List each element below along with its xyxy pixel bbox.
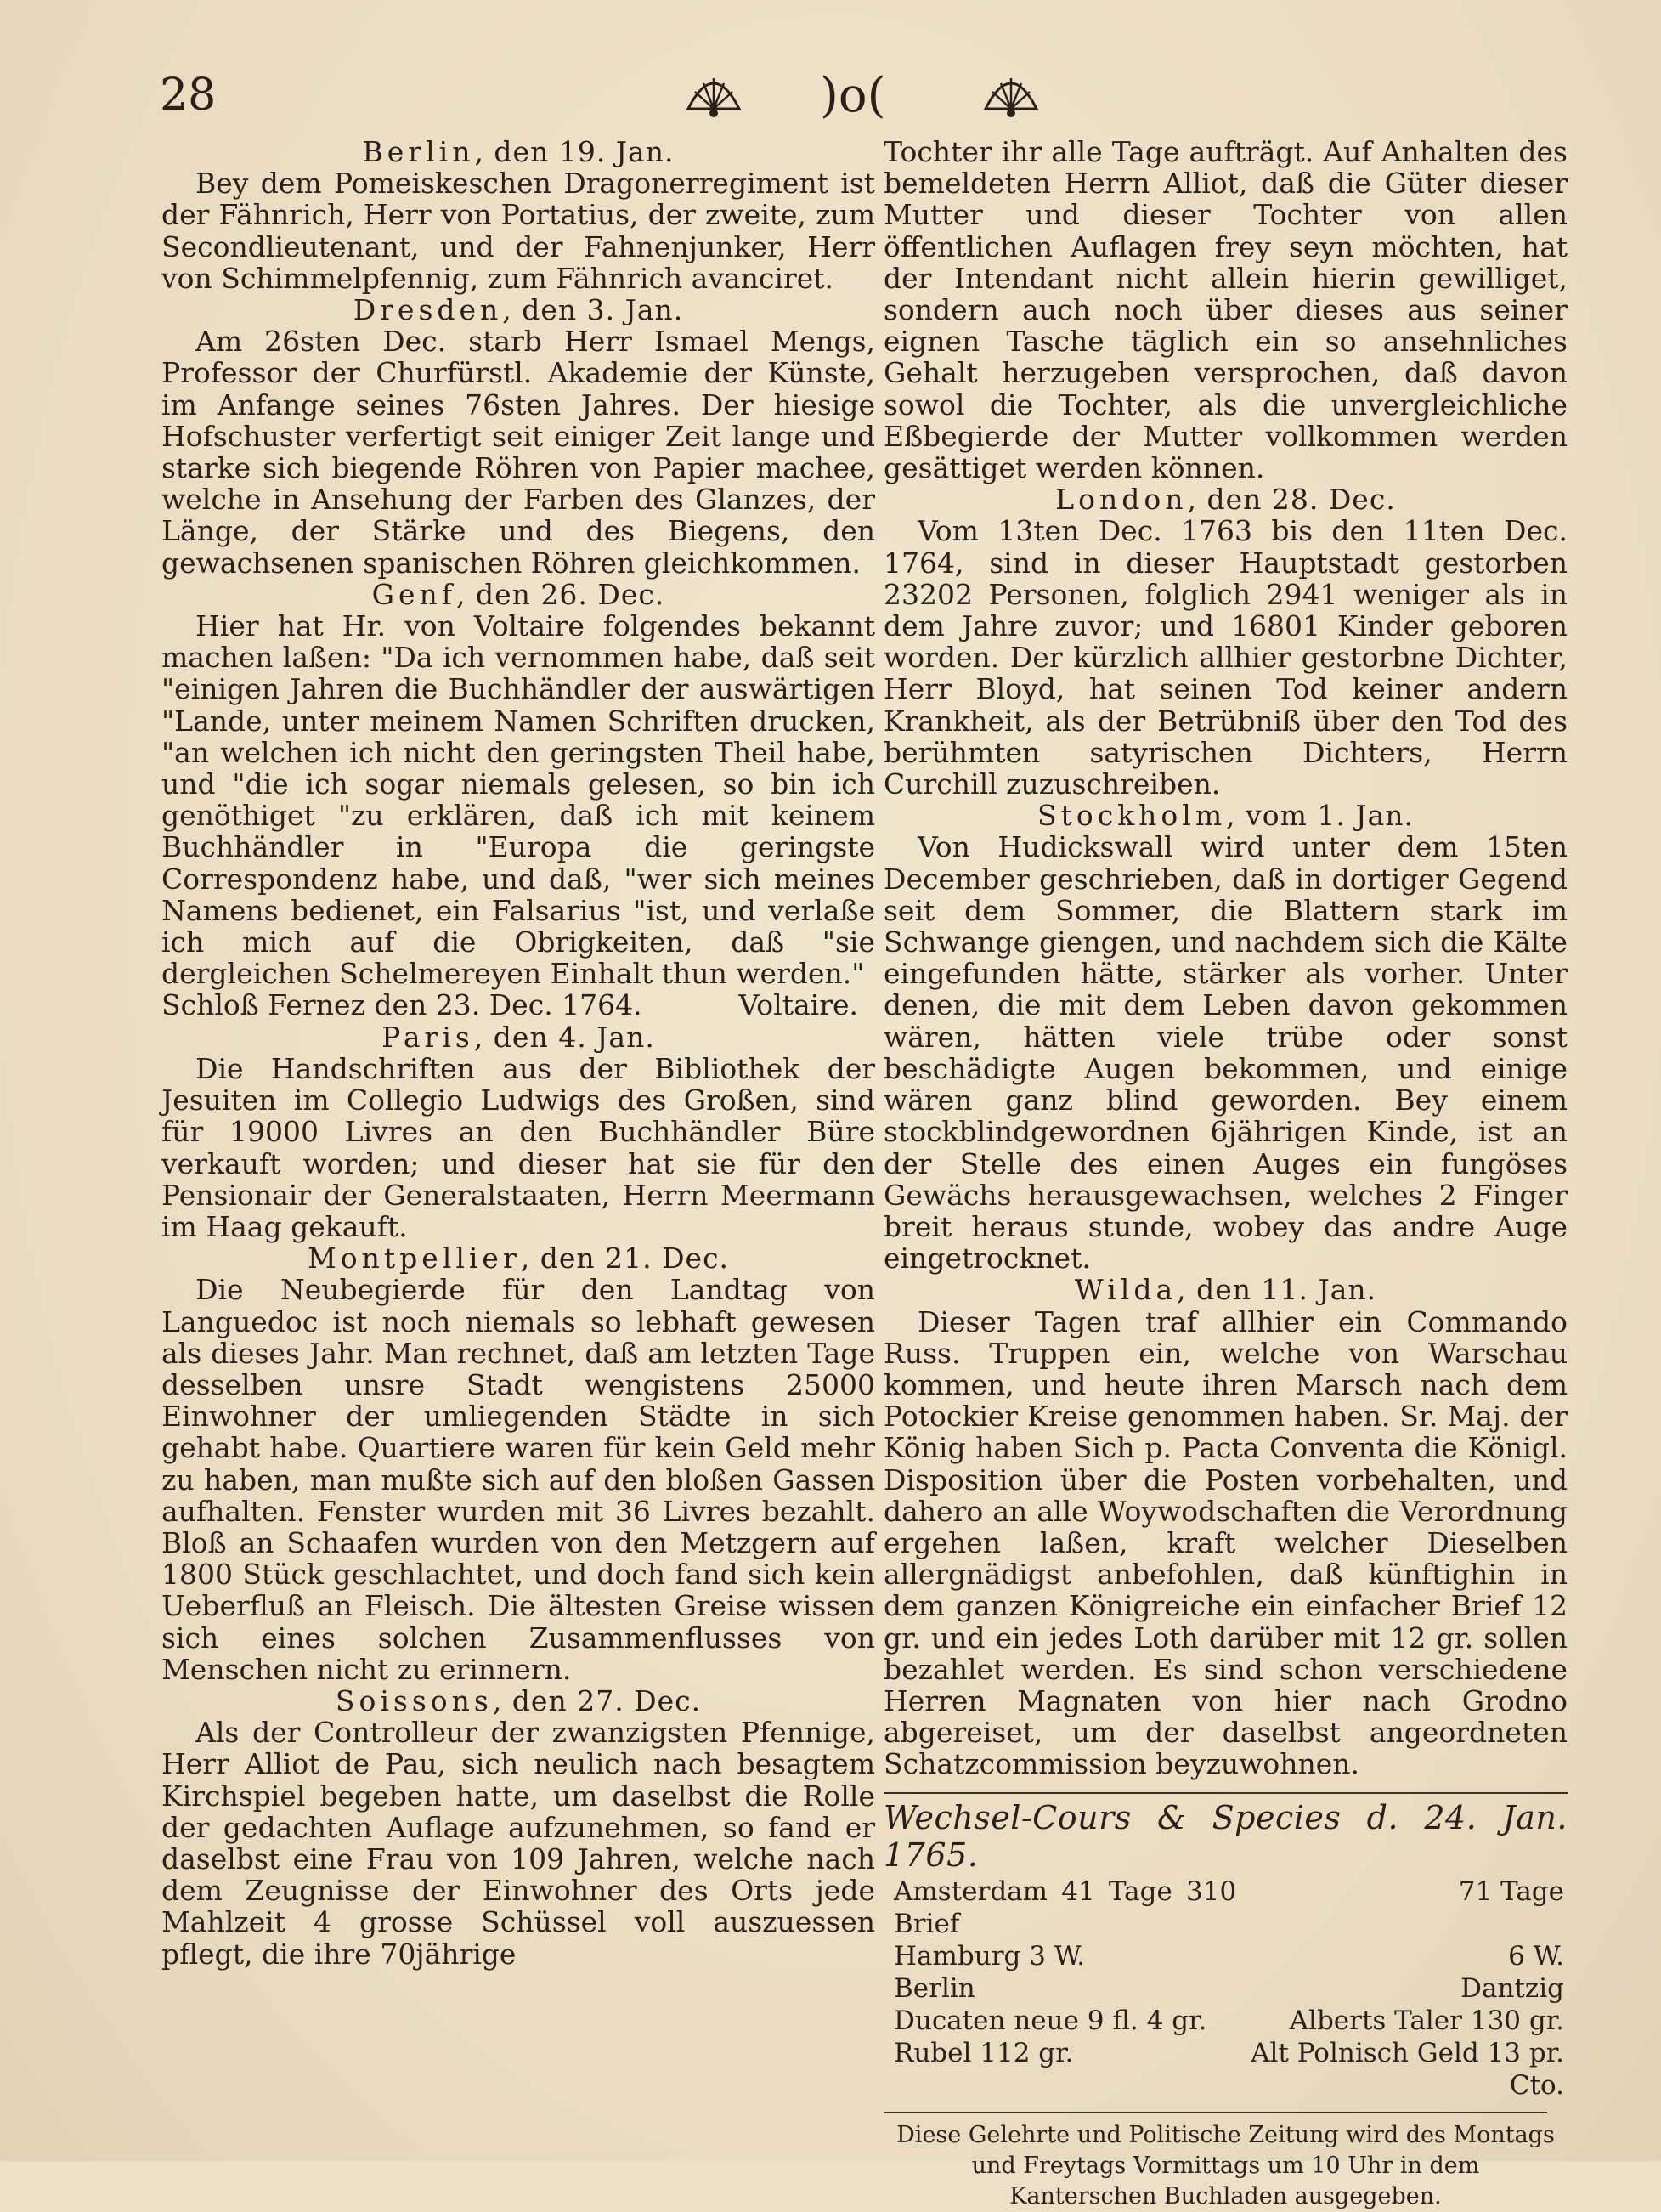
dateline xyxy=(161,579,875,610)
left-column xyxy=(161,136,875,1970)
table-cell: Alt Polnisch Geld 13 pr. Cto. xyxy=(1251,2037,1564,2101)
dateline-date: , den 21. Dec. xyxy=(520,1242,730,1276)
dateline-date: , den 11. Jan. xyxy=(1177,1273,1377,1307)
publication-notice-line: Kanterschen Buchladen ausgegeben. xyxy=(1009,2182,1442,2209)
publication-notice xyxy=(884,2120,1568,2212)
shell-ornament-left-icon xyxy=(680,66,748,126)
table-cell: Amsterdam 41 Tage 310 Brief xyxy=(894,1875,1237,1939)
article-paragraph: Von Hudickswall wird unter dem 15ten December geschrieben, daß in dortiger Gegend seit dem Sommer, die Blattern stark im Schwange giengen, und nachdem sich die Kälte eingefunden hätte, stärker als vorher. Unter denen, die mit dem Leben davon gekommen wären, hätten viele trübe oder sonst beschädigte Augen bekommen, und einige wären ganz blind geworden. Bey einem stockblindgewordnen 6jährigen Kinde, ist an der Stelle des einen Auges ein fungöses Gewächs herausgewachsen, welches 2 Finger breit heraus stunde, wobey das andre Auge eingetrocknet. xyxy=(884,830,1568,1276)
dateline xyxy=(884,484,1568,515)
dateline-place: Genf xyxy=(371,577,457,611)
table-cell: Dantzig xyxy=(1460,1972,1564,2004)
dateline-place: Wilda xyxy=(1074,1273,1178,1307)
table-row xyxy=(884,1972,1568,2005)
article-paragraph: Als der Controlleur der zwanzigsten Pfennige, Herr Alliot de Pau, sich neulich nach besagtem Kirchspiel begeben hatte, um daselbst die Rolle der gedachten Auflage aufzunehmen, so fand er daselbst eine Frau von 109 Jahren, welche nach dem Zeugnisse der Einwohner des Orts jede Mahlzeit 4 grosse Schüssel voll auszuessen pflegt, die ihre 70jährige xyxy=(161,1716,875,1971)
dateline-place: Dresden xyxy=(353,293,503,327)
footer-divider xyxy=(884,2112,1547,2113)
table-row xyxy=(884,1940,1568,1972)
ornament-text: )o( xyxy=(820,68,886,123)
article-paragraph: Die Handschriften aus der Bibliothek der Jesuiten im Collegio Ludwigs des Großen, sind für 19000 Livres an den Buchhändler Büre verkauft worden; und dieser hat sie für den Pensionair der Generalstaaten, Herrn Meermann im Haag gekauft. xyxy=(161,1051,875,1243)
table-cell: Berlin xyxy=(894,1972,975,2004)
dateline-place: Montpellier xyxy=(307,1242,521,1276)
dateline-place: Stockholm xyxy=(1037,799,1227,833)
dateline xyxy=(161,1021,875,1053)
exchange-rate-table xyxy=(884,1875,1568,2102)
dateline-place: Berlin xyxy=(362,135,475,168)
article-paragraph: Bey dem Pomeiskeschen Dragonerregiment ist der Fähnrich, Herr von Portatius, der zweite, zum Secondlieutenant, und der Fahnenjunker, Herr von Schimmelpfennig, zum Fähnrich avanciret. xyxy=(161,167,875,295)
table-cell: 71 Tage xyxy=(1458,1875,1564,1907)
signature-name: Voltaire. xyxy=(738,988,858,1022)
article-paragraph: Tochter ihr alle Tage aufträgt. Auf Anhalten des bemeldeten Herrn Alliot, daß die Güter dieser Mutter und dieser Tochter von allen öffentlichen Auflagen frey seyn möchten, hat der Intendant nicht allein hierin gewilliget, sondern auch noch über dieses aus seiner eignen Tasche täglich ein so ansehnliches Gehalt herzugeben versprochen, daß davon sowol die Tochter, als die unvergleichliche Eßbegierde der Mutter vollkommen werden gesättiget werden können. xyxy=(884,135,1568,485)
article-paragraph: Die Neubegierde für den Landtag von Languedoc ist noch niemals so lebhaft gewesen als dieses Jahr. Man rechnet, daß am letzten Tage desselben unsre Stadt wengistens 25000 Einwohner der umliegenden Städte in sich gehabt habe. Quartiere waren für kein Geld mehr zu haben, man mußte sich auf den bloßen Gassen aufhalten. Fenster wurden mit 36 Livres bezahlt. Bloß an Schaafen wurden von den Metzgern auf 1800 Stück geschlachtet, und doch fand sich kein Ueberfluß an Fleisch. Die ältesten Greise wissen sich eines solchen Zusammenflusses von Menschen nicht zu erinnern. xyxy=(161,1273,875,1686)
dateline xyxy=(161,294,875,325)
table-cell: Ducaten neue 9 fl. 4 gr. xyxy=(894,2005,1207,2036)
table-cell: Rubel 112 gr. xyxy=(894,2037,1074,2068)
article-paragraph: Dieser Tagen traf allhier ein Commando Russ. Truppen ein, welche von Warschau kommen, und heute ihren Marsch nach dem Potockier Kreise genommen haben. Sr. Maj. der König haben Sich p. Pacta Conventa die Königl. Disposition über die Posten vorbehalten, und dahero an alle Woywodschaften die Verordnung ergehen laßen, kraft welcher Dieselben allergnädigst anbefohlen, daß künftighin in dem ganzen Königreiche ein einfacher Brief 12 gr. und ein jedes Loth darüber mit 12 gr. sollen bezahlet werden. Es sind schon verschiedene Herren Magnaten von hier nach Grodno abgereiset, um der daselbst angeordneten Schatzcommission beyzuwohnen. xyxy=(884,1304,1568,1781)
dateline xyxy=(884,1274,1568,1305)
right-column xyxy=(884,136,1568,2212)
dateline xyxy=(884,800,1568,831)
exchange-rate-title: Wechsel-Cours & Species d. 24. Jan. 1765. xyxy=(884,1792,1568,1874)
article-paragraph: Vom 13ten Dec. 1763 bis den 11ten Dec. 1764, sind in dieser Hauptstadt gestorben 23202 Personen, folglich 2941 weniger als in dem Jahre zuvor; und 16801 Kinder geboren worden. Der kürzlich allhier gestorbne Dichter, Herr Bloyd, hat seinen Tod keiner andern Krankheit, als der Betrübniß über den Tod des berühmten satyrischen Dichters, Herrn Curchill zuzuschreiben. xyxy=(884,514,1568,801)
table-row xyxy=(884,2037,1568,2102)
dateline xyxy=(161,1685,875,1717)
dateline-place: Soissons xyxy=(335,1683,493,1717)
article-paragraph: Hier hat Hr. von Voltaire folgendes bekannt machen laßen: "Da ich vernommen habe, daß seit "einigen Jahren die Buchhändler der auswärtigen "Lande, unter meinem Namen Schriften drucken, "an welchen ich nicht den geringsten Theil habe, und "die ich sogar niemals gelesen, so bin ich genöthiget "zu erklären, daß ich mit keinem Buchhändler in "Europa die geringste Correspondenz habe, und daß, "wer sich meines Namens bedienet, ein Falsarius "ist, und verlaße ich mich auf die Obrigkeiten, daß "sie dergleichen Schelmereyen Einhalt thun werden." xyxy=(161,609,875,991)
dateline-date: , den 3. Jan. xyxy=(502,293,684,327)
dateline-date: , den 27. Dec. xyxy=(492,1683,702,1717)
publication-notice-line: und Freytags Vormittags um 10 Uhr in dem xyxy=(971,2152,1480,2179)
table-row xyxy=(884,2005,1568,2037)
table-cell: Hamburg 3 W. xyxy=(894,1940,1086,1972)
page-number: 28 xyxy=(160,70,217,121)
dateline xyxy=(161,1242,875,1274)
signature-place-date: Schloß Fernez den 23. Dec. 1764. xyxy=(161,988,642,1022)
dateline-date: , den 4. Jan. xyxy=(473,1020,655,1054)
article-paragraph: Am 26sten Dec. starb Herr Ismael Mengs, Professor der Churfürstl. Akademie der Künste, im Anfange seines 76sten Jahres. Der hiesige Hofschuster verfertigt seit einiger Zeit lange und starke sich biegende Röhren von Papier machee, welche in Ansehung der Farben des Glanzes, der Länge, der Stärke und des Biegens, den gewachsenen spanischen Röhren gleichkommen. xyxy=(161,325,875,580)
signature-line xyxy=(161,989,875,1021)
dateline-place: London xyxy=(1055,483,1188,517)
dateline-date: , den 19. Jan. xyxy=(474,135,675,168)
table-cell: Alberts Taler 130 gr. xyxy=(1289,2005,1564,2036)
dateline-date: , vom 1. Jan. xyxy=(1226,799,1415,833)
dateline-place: Paris xyxy=(381,1020,474,1054)
publication-notice-line: Diese Gelehrte und Politische Zeitung wird des Montags xyxy=(896,2121,1555,2148)
dateline-date: , den 28. Dec. xyxy=(1187,483,1396,517)
table-cell: 6 W. xyxy=(1508,1940,1564,1972)
dateline xyxy=(161,136,875,167)
table-row xyxy=(884,1875,1568,1940)
dateline-date: , den 26. Dec. xyxy=(456,577,665,611)
shell-ornament-right-icon xyxy=(977,66,1045,126)
